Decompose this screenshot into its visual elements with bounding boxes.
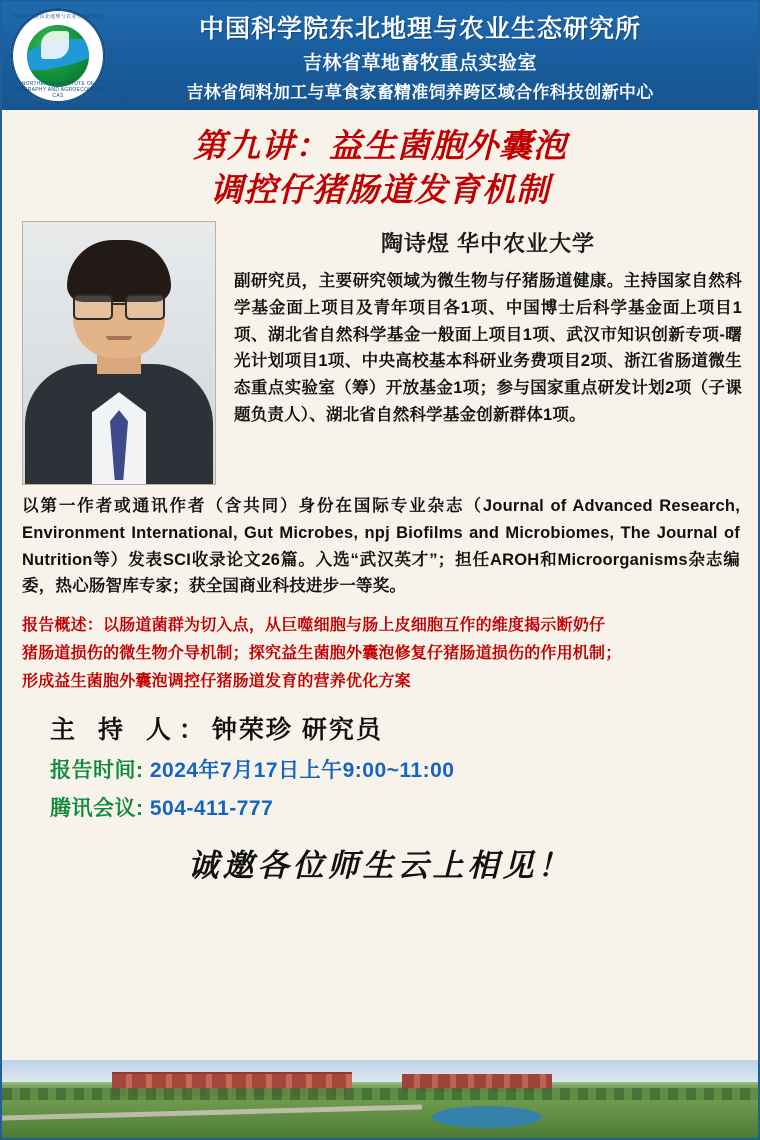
invitation-text: 诚邀各位师生云上相见！ bbox=[187, 847, 573, 884]
abstract-text-1: 以肠道菌群为切入点，从巨噬细胞与肠上皮细胞互作的维度揭示断奶仔 bbox=[103, 616, 606, 634]
lab-name: 吉林省草地畜牧重点实验室 bbox=[302, 53, 537, 74]
glasses-lens-left bbox=[73, 294, 113, 320]
header-text-block bbox=[106, 9, 758, 103]
institute-name: 中国科学院东北地理与农业生态研究所 bbox=[198, 15, 641, 43]
glasses-lens-right bbox=[125, 294, 165, 320]
meeting-time-value: 2024年7月17日上午9:00~11:00 bbox=[149, 758, 455, 782]
host-label: 主 持 人： bbox=[50, 715, 212, 744]
abstract-label: 报告概述： bbox=[22, 616, 104, 634]
abstract-block bbox=[2, 600, 758, 696]
meeting-platform-line bbox=[2, 792, 758, 822]
logo-ring-bottom-text: NORTHEAST INSTITUTE OF GEOGRAPHY AND AGROECOLOGY, CAS bbox=[11, 81, 105, 99]
abstract-line-1 bbox=[22, 612, 740, 640]
speaker-portrait bbox=[22, 221, 216, 485]
institute-logo bbox=[10, 8, 106, 104]
logo-ring-top-text: 中国科学院东北地理与农业生态研究所 bbox=[12, 14, 104, 20]
page-title bbox=[2, 110, 758, 217]
title-line-2: 调控仔猪肠道发育机制 bbox=[210, 169, 550, 209]
abstract-line-2: 猪肠道损伤的微生物介导机制；探究益生菌胞外囊泡修复仔猪肠道损伤的作用机制； bbox=[22, 644, 622, 662]
campus-aerial-photo bbox=[2, 1060, 758, 1138]
speaker-section bbox=[2, 217, 758, 485]
photo-pond bbox=[432, 1106, 542, 1128]
meeting-time-line bbox=[2, 754, 758, 784]
speaker-name-affiliation: 陶诗煜 华中农业大学 bbox=[380, 231, 596, 257]
meeting-id-value: 504-411-777 bbox=[149, 796, 274, 820]
meeting-time-label: 报告时间: bbox=[50, 758, 144, 782]
speaker-publications: 以第一作者或通讯作者（含共同）身份在国际专业杂志（Journal of Advanced Research, Environment International, Gut Microbes, npj Biofilms and Microbiomes, The Journal of Nutrition等）发表SCI收录论文26篇。入选“武汉英才”；担任AROH和Microorganisms杂志编委，热心肠智库专家；获全国商业科技进步一等奖。 bbox=[22, 497, 740, 596]
center-name: 吉林省饲料加工与草食家畜精准饲养跨区域合作科技创新中心 bbox=[186, 83, 654, 102]
title-line-1: 第九讲：益生菌胞外囊泡 bbox=[193, 126, 567, 165]
speaker-bio: 副研究员，主要研究领域为微生物与仔猪肠道健康。主持国家自然科学基金面上项目及青年项目各1项、中国博士后科学基金面上项目1项、湖北省自然科学基金一般面上项目1项、武汉市知识创新专项-曙光计划项目1项、中央高校基本科研业务费项目2项、浙江省肠道微生态重点实验室（筹）开放基金1项；参与国家重点研发计划2项（子课题负责人）、湖北省自然科学基金创新群体1项。 bbox=[234, 272, 742, 424]
portrait-glasses bbox=[71, 294, 167, 316]
host-line bbox=[2, 696, 758, 746]
meeting-platform-label: 腾讯会议: bbox=[50, 796, 144, 820]
speaker-info bbox=[216, 221, 742, 485]
poster-header bbox=[2, 2, 758, 110]
abstract-line-3: 形成益生菌胞外囊泡调控仔猪肠道发育的营养优化方案 bbox=[22, 672, 411, 690]
host-name: 钟荣珍 研究员 bbox=[211, 715, 383, 744]
portrait-mouth bbox=[106, 336, 132, 340]
logo-emblem bbox=[27, 25, 89, 87]
